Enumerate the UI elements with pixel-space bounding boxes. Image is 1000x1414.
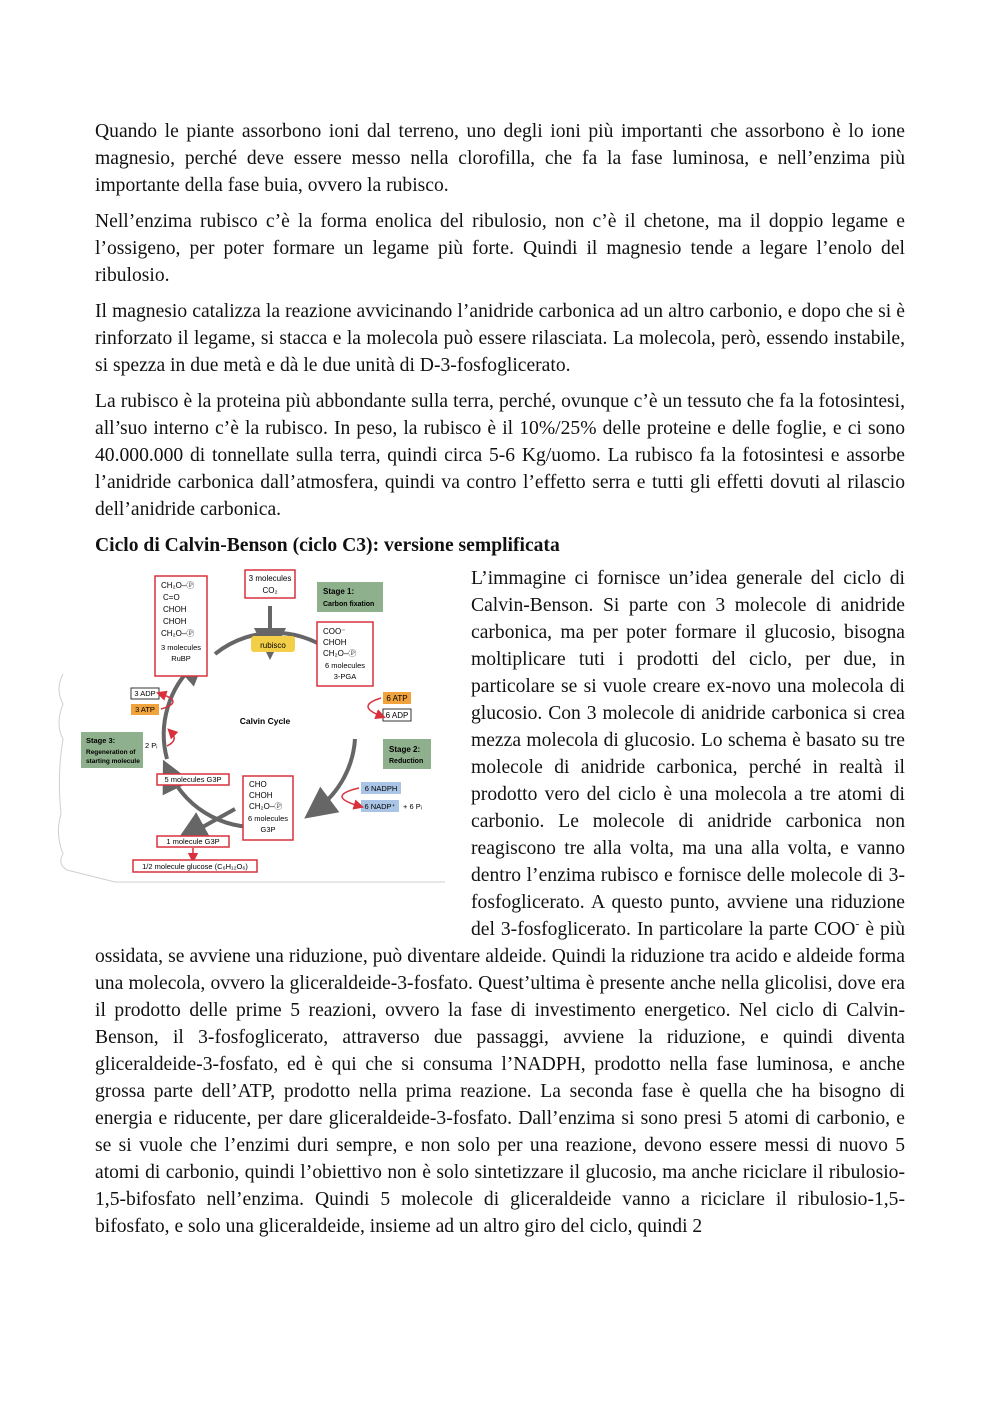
svg-text:3 ATP: 3 ATP (135, 705, 155, 714)
svg-text:6 molecules: 6 molecules (324, 661, 366, 670)
svg-text:CHOH: CHOH (163, 605, 187, 614)
svg-text:CHOH: CHOH (323, 638, 347, 647)
paragraph-4: La rubisco è la proteina più abbondante sulla terra, perché, ovunque c’è un tessuto che fa la fotosintesi, all’suo interno c’è la rubisco. In peso, la rubisco è il 10%/25% delle proteine e delle foglie, e ci sono 40.000.000 di tonnellate sulla terra, quindi circa 5-6 Kg/uomo. La rubisco fa la fotosintesi e assorbe l’anidride carbonica dall’atmosfera, quindi va contro l’effetto serra e tutti gli effetti dovuti al rilascio dell’anidride carbonica. (95, 391, 905, 520)
svg-text:CHO: CHO (249, 780, 267, 789)
svg-text:CH₂O–Ⓟ: CH₂O–Ⓟ (161, 629, 195, 638)
svg-text:6 NADPH: 6 NADPH (364, 784, 398, 793)
paragraph-1: Quando le piante assorbono ioni dal terreno, uno degli ioni più importanti che assorbono è lo ione magnesio, perché deve essere messo nella clorofilla, che fa la fase luminosa, e nell’enzima più importante della fase buia, ovvero la rubisco. (95, 121, 905, 196)
svg-text:1/2 molecule glucose (C₆H₁₂O₆): 1/2 molecule glucose (C₆H₁₂O₆) (142, 862, 248, 871)
svg-text:6 molecules: 6 molecules (247, 814, 289, 823)
svg-text:+ 6 Pᵢ: + 6 Pᵢ (403, 802, 422, 811)
paragraph-3: Il magnesio catalizza la reazione avvicinando l’anidride carbonica ad un altro carbonio, e dopo che si è rinforzato il legame, si stacca e la molecola può essere rilasciata. La molecola, però, essendo instabile, si spezza in due metà e dà le due unità di D-3-fosfoglicerato. (95, 301, 905, 376)
svg-text:6 NADP⁺: 6 NADP⁺ (364, 802, 396, 811)
svg-text:1 molecule G3P: 1 molecule G3P (166, 837, 220, 846)
superscript-minus: - (855, 916, 860, 931)
svg-text:3 ADP: 3 ADP (134, 689, 156, 698)
svg-text:C=O: C=O (163, 593, 180, 602)
co2-line-1: 3 molecules (248, 574, 292, 583)
svg-text:Regeneration of: Regeneration of (86, 749, 136, 756)
center-label: Calvin Cycle (239, 716, 291, 726)
paragraph-2: Nell’enzima rubisco c’è la forma enolica del ribulosio, non c’è il chetone, ma il doppio legame e l’ossigeno, per poter formare un legame più forte. Quindi il magnesio tende a legare l’enolo del ribulosio. (95, 211, 905, 286)
calvin-cycle-figure (86, 564, 463, 924)
svg-text:6 ADP: 6 ADP (385, 711, 409, 720)
wrap-text-after: è più ossidata, se avviene una riduzione, può diventare aldeide. Quindi la riduzione tra acido e aldeide forma una molecola, ovvero la gliceraldeide-3-fosfato. Quest’ultima è presente anche nella glicolisi, dove era il prodotto delle prime 5 reazioni, ovvero la fase di investimento energetico. Nel ciclo di Calvin-Benson, il 3-fosfoglicerato, attraverso due passaggi, avviene la riduzione, e quindi diventa gliceraldeide-3-fosfato, ed è qui che si consuma l’NADPH, prodotto nella fase luminosa, e anche grossa parte dell’ATP, prodotto nella prima reazione. La seconda fase è quella che ha bisogno di energia e riducente, per dare gliceraldeide-3-fosfato. Dall’enzima si sono presi 5 atomi di carbonio, e se si vuole che l’enzimi duri sempre, e non solo per una reazione, devono essere messi di nuovo 5 atomi di carbonio, quindi l’obiettivo non è solo sintetizzare il glucosio, ma anche riciclare il ribulosio-1,5-bifosfato nell’enzima. Quindi 5 molecole di gliceraldeide vanno a riciclare il ribulosio-1,5-bifosfato, e solo una gliceraldeide, insieme ad un altro giro del ciclo, quindi 2 (95, 919, 906, 1237)
svg-text:CH₂O–Ⓟ: CH₂O–Ⓟ (249, 802, 283, 811)
calvin-cycle-diagram (55, 564, 465, 904)
svg-text:5 molecules G3P: 5 molecules G3P (164, 775, 222, 784)
svg-text:RuBP: RuBP (171, 654, 191, 663)
svg-text:COO⁻: COO⁻ (323, 627, 346, 636)
svg-text:Stage 3:: Stage 3: (86, 736, 116, 745)
svg-text:3-PGA: 3-PGA (333, 672, 357, 681)
document-page (86, 118, 906, 1249)
svg-text:CH₂O–Ⓟ: CH₂O–Ⓟ (323, 649, 357, 658)
svg-text:6 ATP: 6 ATP (386, 694, 408, 703)
svg-text:3 molecules: 3 molecules (160, 643, 202, 652)
rubisco-label: rubisco (260, 641, 286, 650)
svg-text:2 Pᵢ: 2 Pᵢ (145, 741, 158, 750)
stage1-title: Stage 1: (323, 587, 355, 596)
section-heading: Ciclo di Calvin-Benson (ciclo C3): versione semplificata (95, 535, 560, 556)
stage1-subtitle: Carbon fixation (323, 601, 375, 608)
svg-text:CHOH: CHOH (249, 791, 273, 800)
svg-text:starting molecule: starting molecule (86, 758, 140, 765)
svg-text:CH₂O–Ⓟ: CH₂O–Ⓟ (161, 581, 195, 590)
svg-text:G3P: G3P (260, 825, 276, 834)
cycle-arrow-right (317, 739, 355, 809)
svg-text:CHOH: CHOH (163, 617, 187, 626)
svg-text:Stage 2:: Stage 2: (389, 745, 421, 754)
wrap-text-before: L’immagine ci fornisce un’idea generale del ciclo di Calvin-Benson. Si parte con 3 molecole di anidride carbonica, ma per poter formare il glucosio, bisogna moltiplicare tuti i prodotti del ciclo, per due, in particolare se si vuole creare ex-novo una molecola di glucosio. Con 3 molecole di anidride carbonica si crea mezza molecola di glucosio. Lo schema è basato su tre molecole di anidride carbonica, perché in realtà il prodotto vero del ciclo è una molecola a tre atomi di carbonio. Le molecole di anidride carbonica non reagiscono tre alla volta, ma una alla volta, e vanno dentro l’enzima rubisco e fornisce delle molecole di 3-fosfoglicerato. A questo punto, avviene una riduzione del 3-fosfoglicerato. In particolare la parte COO (471, 568, 905, 940)
co2-line-2: CO₂ (262, 586, 278, 595)
svg-text:Reduction: Reduction (389, 758, 424, 765)
